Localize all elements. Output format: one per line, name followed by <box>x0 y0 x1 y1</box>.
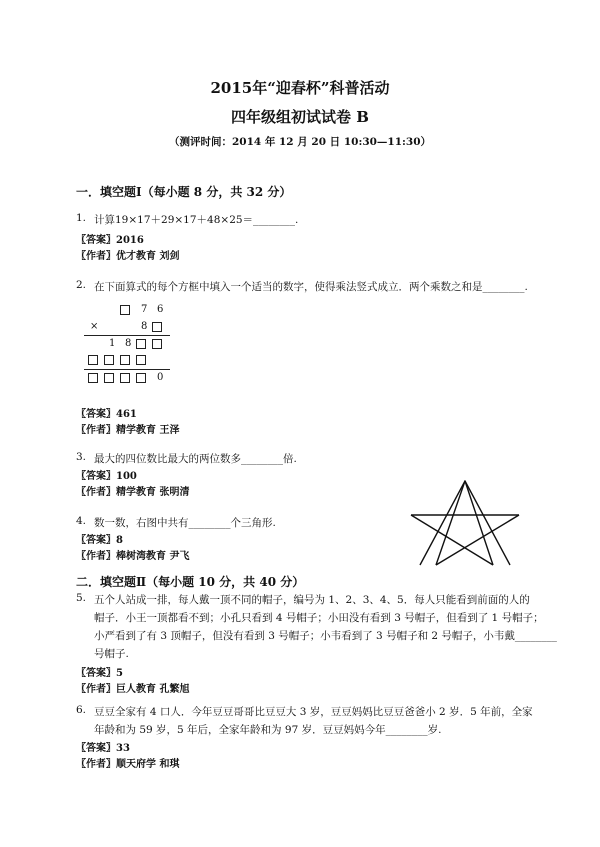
answer-value: 8 <box>116 535 123 546</box>
author-line <box>76 680 189 695</box>
author-label: 〖作者〗 <box>76 759 116 770</box>
rule-line <box>84 369 170 370</box>
blank-box <box>136 339 146 349</box>
author-label: 〖作者〗 <box>76 684 116 695</box>
question-number: 6. <box>76 704 87 716</box>
question-number: 5. <box>76 592 87 604</box>
author-label: 〖作者〗 <box>76 551 116 562</box>
section-heading-1: 一．填空题Ⅰ（每小题 8 分，共 32 分） <box>76 185 292 199</box>
question-text-line: 年龄和为 59 岁，5 年后，全家年龄和为 97 岁．豆豆妈妈今年________岁. <box>94 724 442 736</box>
digit: 1 <box>109 338 116 349</box>
page-title: 2015年“迎春杯”科普活动 <box>210 79 390 97</box>
section-heading-2: 二．填空题Ⅱ（每小题 10 分，共 40 分） <box>76 575 305 589</box>
author-label: 〖作者〗 <box>76 487 116 498</box>
answer-line <box>76 231 144 246</box>
answer-value: 33 <box>116 743 130 754</box>
question-text-line: 五个人站成一排，每人戴一顶不同的帽子，编号为 1、2、3、4、5．每人只能看到前面的人的 <box>94 594 530 606</box>
answer-line <box>76 531 123 546</box>
author-value: 优才教育 刘剑 <box>116 251 180 262</box>
blank-box <box>88 373 98 383</box>
author-line <box>76 755 179 770</box>
question-number: 2. <box>76 279 87 291</box>
answer-label: 〖答案〗 <box>76 235 116 246</box>
author-value: 棒树湾教育 尹飞 <box>116 551 190 562</box>
question-text-line: 小严看到了有 3 顶帽子，但没有看到 3 号帽子；小韦看到了 3 号帽子和 2 号帽子，小韦戴________ <box>94 630 557 642</box>
question-number: 4. <box>76 515 87 527</box>
digit: 7 <box>141 304 148 315</box>
blank-box <box>120 305 130 315</box>
answer-line <box>76 467 137 482</box>
author-line <box>76 483 189 498</box>
question-text: 最大的四位数比最大的两位数多________倍. <box>94 453 297 465</box>
blank-box <box>136 355 146 365</box>
blank-box <box>88 355 98 365</box>
question-text-line: 号帽子. <box>94 648 129 660</box>
question-text: 计算19×17＋29×17＋48×25＝________. <box>94 214 299 226</box>
answer-label: 〖答案〗 <box>76 535 116 546</box>
blank-box <box>152 322 162 332</box>
answer-value: 100 <box>116 471 137 482</box>
question-text: 数一数，右图中共有________个三角形. <box>94 517 276 529</box>
answer-line <box>76 405 137 420</box>
author-value: 顺天府学 和琪 <box>116 759 180 770</box>
blank-box <box>104 355 114 365</box>
question-text-line: 帽子．小王一顶都看不到；小孔只看到 4 号帽子；小田没有看到 3 号帽子，但看到了 1 号帽子； <box>94 612 544 624</box>
blank-box <box>120 355 130 365</box>
author-line <box>76 247 179 262</box>
digit: 8 <box>125 338 132 349</box>
answer-value: 5 <box>116 668 123 679</box>
digit: 0 <box>157 372 164 383</box>
answer-label: 〖答案〗 <box>76 471 116 482</box>
page-subtitle: 四年级组初试试卷 B <box>231 108 369 126</box>
answer-value: 461 <box>116 409 137 420</box>
question-text-line: 豆豆全家有 4 口人．今年豆豆哥哥比豆豆大 3 岁，豆豆妈妈比豆豆爸爸小 2 岁．5 年前，全家 <box>94 706 533 718</box>
answer-value: 2016 <box>116 235 144 246</box>
answer-label: 〖答案〗 <box>76 668 116 679</box>
blank-box <box>136 373 146 383</box>
rule-line <box>84 335 170 336</box>
question-number: 1. <box>76 212 87 224</box>
author-value: 精学教育 张明清 <box>116 487 190 498</box>
author-value: 巨人教育 孔繁旭 <box>116 684 190 695</box>
test-time-note: （测评时间：2014 年 12 月 20 日 10:30—11:30） <box>168 136 432 148</box>
question-number: 3. <box>76 451 87 463</box>
answer-label: 〖答案〗 <box>76 409 116 420</box>
author-label: 〖作者〗 <box>76 425 116 436</box>
blank-box <box>120 373 130 383</box>
blank-box <box>104 373 114 383</box>
author-value: 精学教育 王泽 <box>116 425 180 436</box>
answer-line <box>76 739 130 754</box>
blank-box <box>152 339 162 349</box>
author-label: 〖作者〗 <box>76 251 116 262</box>
triangle-figure <box>410 475 520 571</box>
digit: 6 <box>157 304 164 315</box>
question-text: 在下面算式的每个方框中填入一个适当的数字，使得乘法竖式成立．两个乘数之和是________. <box>94 281 528 293</box>
author-line <box>76 547 189 562</box>
author-line <box>76 421 179 436</box>
answer-label: 〖答案〗 <box>76 743 116 754</box>
answer-line <box>76 664 123 679</box>
times-sign: × <box>90 321 99 332</box>
digit: 8 <box>141 321 148 332</box>
